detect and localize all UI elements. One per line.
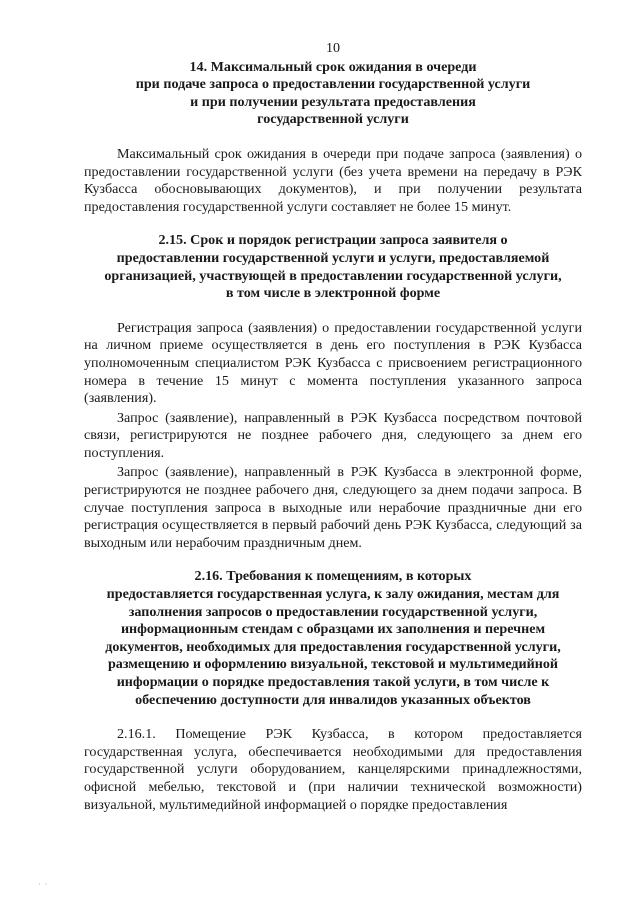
heading-line: в том числе в электронной форме — [225, 285, 441, 302]
section-2-15-paragraph-3: Запрос (заявление), направленный в РЭК Кузбасса в электронной форме, регистрируются не позднее рабочего дня, следующего за днем подачи запроса. В случае поступления запроса в выходные или нерабочие праздничные дни его регистрация осуществляется в первый рабочий день РЭК Кузбасса, следующий за выходным или нерабочим праздничным днем. — [84, 464, 582, 551]
heading-line: размещению и оформлению визуальной, текстовой и мультимедийной — [107, 656, 559, 673]
section-2-15-heading — [84, 232, 582, 302]
section-2-16-paragraph-1: 2.16.1. Помещение РЭК Кузбасса, в котором предоставляется государственная услуга, обеспечивается необходимыми для предоставления государственной услуги оборудованием, канцелярскими принадлежностями, офисной мебелью, текстовой и (при наличии технической возможности) визуальной, мультимедийной информацией о порядке предоставления — [84, 726, 582, 813]
heading-line: информации о порядке предоставления такой услуги, в том числе к — [116, 674, 550, 690]
scan-corner-mark: · · — [38, 880, 49, 889]
heading-line: при подаче запроса о предоставлении государственной услуги — [135, 76, 531, 93]
heading-line: 2.15. Срок и порядок регистрации запроса заявителя о — [158, 232, 508, 249]
heading-line: документов, необходимых для предоставления государственной услуги, — [105, 638, 561, 655]
heading-line: 2.16. Требования к помещениям, в которых — [194, 568, 472, 585]
heading-line: организацией, участвующей в предоставлении государственной услуги, — [104, 267, 562, 284]
heading-line: заполнения запросов о предоставлении государственной услуги, — [128, 603, 538, 620]
heading-line: и при получении результата предоставления — [190, 93, 476, 110]
heading-line: 14. Максимальный срок ожидания в очереди — [189, 58, 477, 75]
section-2-15-paragraph-1: Регистрация запроса (заявления) о предоставлении государственной услуги на личном приеме осуществляется в день его поступления в РЭК Кузбасса уполномоченным специалистом РЭК Кузбасса с присвоением регистрационного номера в течение 15 минут с момента поступления указанного запроса (заявления). — [84, 319, 582, 407]
heading-line: предоставляется государственная услуга, к залу ожидания, местам для — [106, 586, 560, 603]
heading-line: информационным стендам с образцами их заполнения и перечнем — [120, 621, 546, 638]
section-2-15-paragraph-2: Запрос (заявление), направленный в РЭК Кузбасса посредством почтовой связи, регистрируются не позднее рабочего дня, следующего за днем его поступления. — [84, 409, 582, 461]
heading-line: обеспечению доступности для инвалидов указанных объектов — [135, 691, 531, 708]
heading-line: государственной услуги — [257, 111, 409, 128]
page-number: 10 — [325, 40, 341, 56]
section-14-paragraph-1: Максимальный срок ожидания в очереди при подаче запроса (заявления) о предоставлении государственной услуги (без учета времени на передачу в РЭК Кузбасса обосновывающих документов), и при получении результата предоставления государственной услуги составляет не более 15 минут. — [84, 145, 582, 215]
heading-line: предоставлении государственной услуги и услуги, предоставляемой — [116, 249, 550, 266]
section-14-heading — [84, 59, 582, 129]
section-2-16-heading — [84, 568, 582, 709]
